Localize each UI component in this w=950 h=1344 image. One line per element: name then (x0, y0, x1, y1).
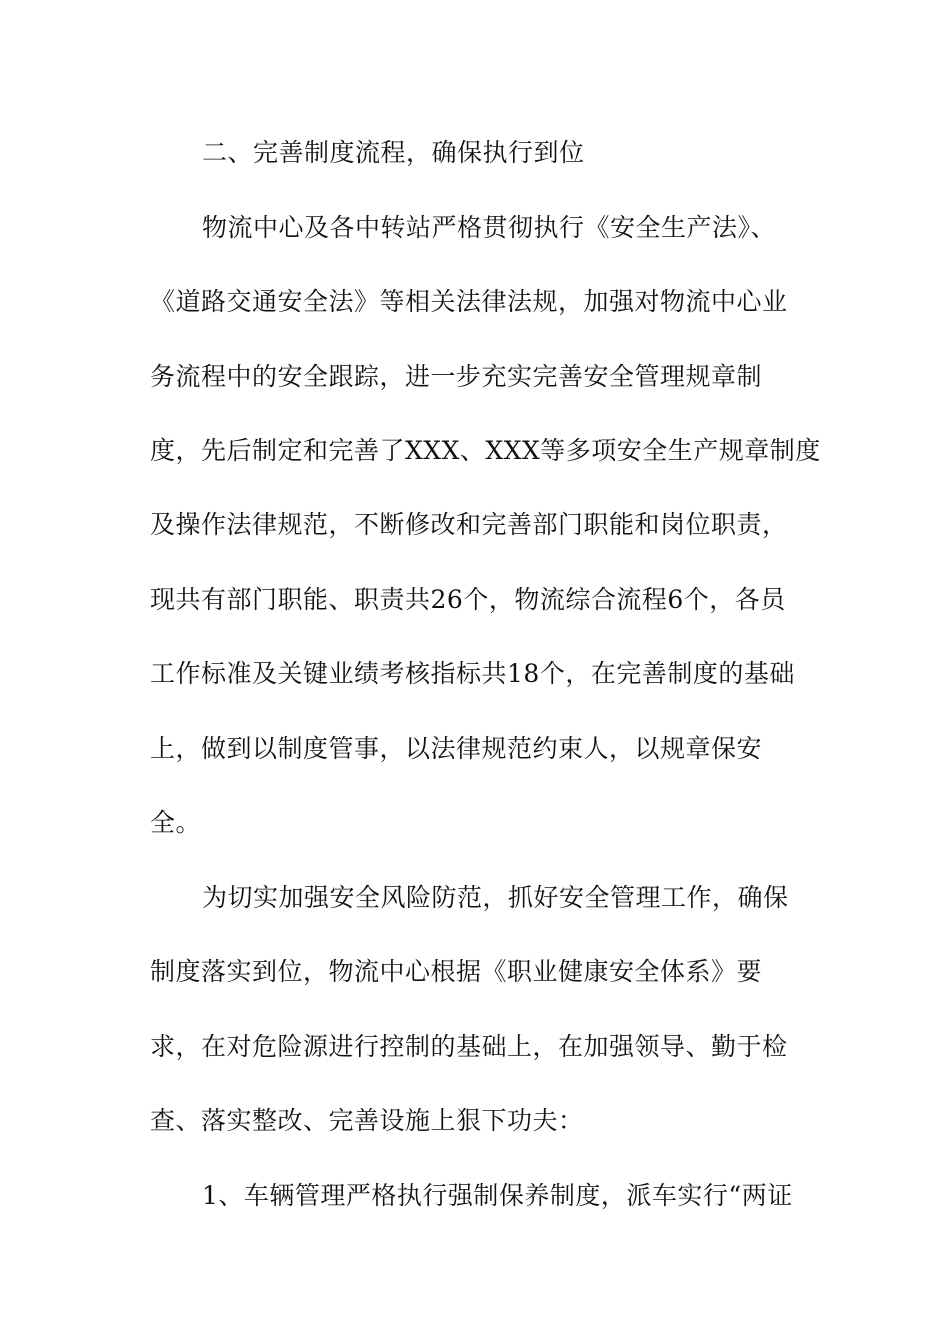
section-heading: 二、完善制度流程，确保执行到位 (202, 138, 585, 167)
paragraph-line: 度，先后制定和完善了XXX、XXX等多项安全生产规章制度 (150, 436, 821, 465)
paragraph-line: 务流程中的安全跟踪，进一步充实完善安全管理规章制 (150, 362, 763, 391)
paragraph-line: 工作标准及关键业绩考核指标共18个，在完善制度的基础 (150, 659, 795, 688)
paragraph-line: 及操作法律规范，不断修改和完善部门职能和岗位职责， (150, 510, 788, 539)
paragraph-line: 《道路交通安全法》等相关法律法规，加强对物流中心业 (150, 287, 788, 316)
paragraph-line: 制度落实到位，物流中心根据《职业健康安全体系》要 (150, 957, 763, 986)
paragraph-line: 上，做到以制度管事，以法律规范约束人，以规章保安 (150, 734, 763, 763)
paragraph-line: 为切实加强安全风险防范，抓好安全管理工作，确保 (202, 883, 789, 912)
paragraph-line: 查、落实整改、完善设施上狠下功夫： (150, 1106, 584, 1135)
paragraph-line: 现共有部门职能、职责共26个，物流综合流程6个，各员 (150, 585, 786, 614)
paragraph-line: 全。 (150, 808, 202, 837)
paragraph-line: 物流中心及各中转站严格贯彻执行《安全生产法》、 (202, 213, 777, 242)
paragraph-line: 求，在对危险源进行控制的基础上，在加强领导、勤于检 (150, 1032, 788, 1061)
list-item-line: 1、车辆管理严格执行强制保养制度，派车实行“两证 (202, 1181, 793, 1210)
